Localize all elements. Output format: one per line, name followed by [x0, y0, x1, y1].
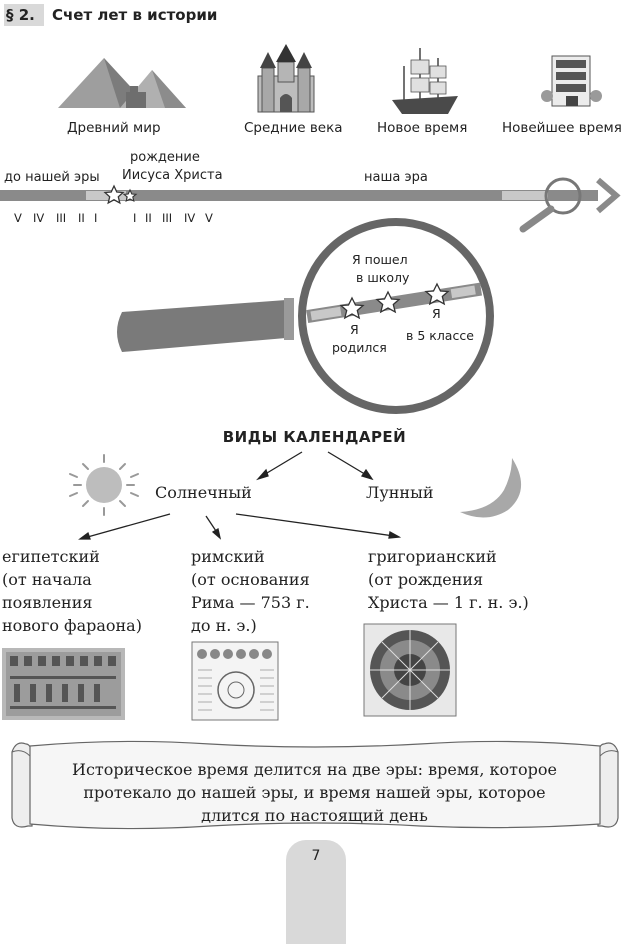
solar-calendar-label: Солнечный: [155, 483, 252, 502]
timeline-birth-label-line1: рождение: [130, 150, 200, 165]
bc-numeral: III: [56, 211, 67, 225]
bc-numeral: IV: [33, 211, 45, 225]
bc-numeral: II: [78, 211, 85, 225]
timeline-bc-label: до нашей эры: [4, 170, 100, 185]
lunar-calendar-label: Лунный: [366, 483, 434, 502]
lens-grade5-line2: в 5 классе: [406, 328, 474, 343]
calendars-title: ВИДЫ КАЛЕНДАРЕЙ: [222, 428, 407, 446]
ad-numeral: V: [205, 211, 213, 225]
lens-born-line2: родился: [332, 340, 387, 355]
lens-school-line1: Я пошел: [352, 252, 408, 267]
ad-numeral: III: [162, 211, 173, 225]
era-label-middle-ages: Средние века: [244, 120, 343, 136]
sailing-ship-icon: [392, 48, 458, 114]
egyptian-calendar-image: [2, 648, 125, 720]
egyptian-calendar-text: [2, 545, 142, 637]
sun-icon: [70, 455, 138, 515]
small-magnifier-icon: [523, 179, 580, 229]
ad-numeral: II: [145, 211, 152, 225]
roman-calendar-image: [192, 642, 278, 720]
ad-numeral: IV: [184, 211, 196, 225]
moon-icon: [460, 458, 521, 518]
roman-calendar-text: [191, 545, 310, 637]
scroll-line3: длится по настоящий день: [201, 806, 428, 825]
egyptian-line4: нового фараона): [2, 616, 142, 635]
lens-grade5-line1: Я: [432, 306, 441, 321]
era-label-ancient: Древний мир: [67, 120, 161, 136]
page-title: Счет лет в истории: [52, 6, 218, 24]
era-label-early-modern: Новое время: [377, 120, 468, 136]
scroll-line2: протекало до нашей эры, и время нашей эры, которое: [83, 783, 546, 802]
roman-line4: до н. э.): [191, 616, 257, 635]
timeline-ad-label: наша эра: [364, 170, 428, 185]
pyramids-icon: [58, 58, 186, 108]
roman-name: римский: [191, 547, 265, 566]
gregorian-line3: Христа — 1 г. н. э.): [368, 593, 529, 612]
egyptian-line2: (от начала: [2, 570, 92, 589]
scroll-text: [40, 758, 589, 827]
egyptian-line3: появления: [2, 593, 93, 612]
gregorian-line2: (от рождения: [368, 570, 484, 589]
page-number: 7: [311, 848, 321, 864]
castle-icon: [258, 44, 314, 112]
egyptian-name: египетский: [2, 547, 100, 566]
section-number: § 2.: [6, 6, 35, 24]
bc-numeral: V: [14, 211, 22, 225]
lens-school-line2: в школу: [356, 270, 410, 285]
gregorian-calendar-image: [364, 624, 456, 716]
modern-building-icon: [541, 56, 602, 106]
gregorian-calendar-text: [368, 545, 529, 614]
roman-line2: (от основания: [191, 570, 310, 589]
gregorian-name: григорианский: [368, 547, 497, 566]
bc-numeral: I: [94, 211, 98, 225]
roman-line3: Рима — 753 г.: [191, 593, 310, 612]
ad-numeral: I: [133, 211, 137, 225]
era-label-modern: Новейшее время: [502, 120, 622, 136]
scroll-line1: Историческое время делится на две эры: время, которое: [72, 760, 557, 779]
lens-born-line1: Я: [350, 322, 359, 337]
timeline-birth-label-line2: Иисуса Христа: [122, 168, 223, 183]
